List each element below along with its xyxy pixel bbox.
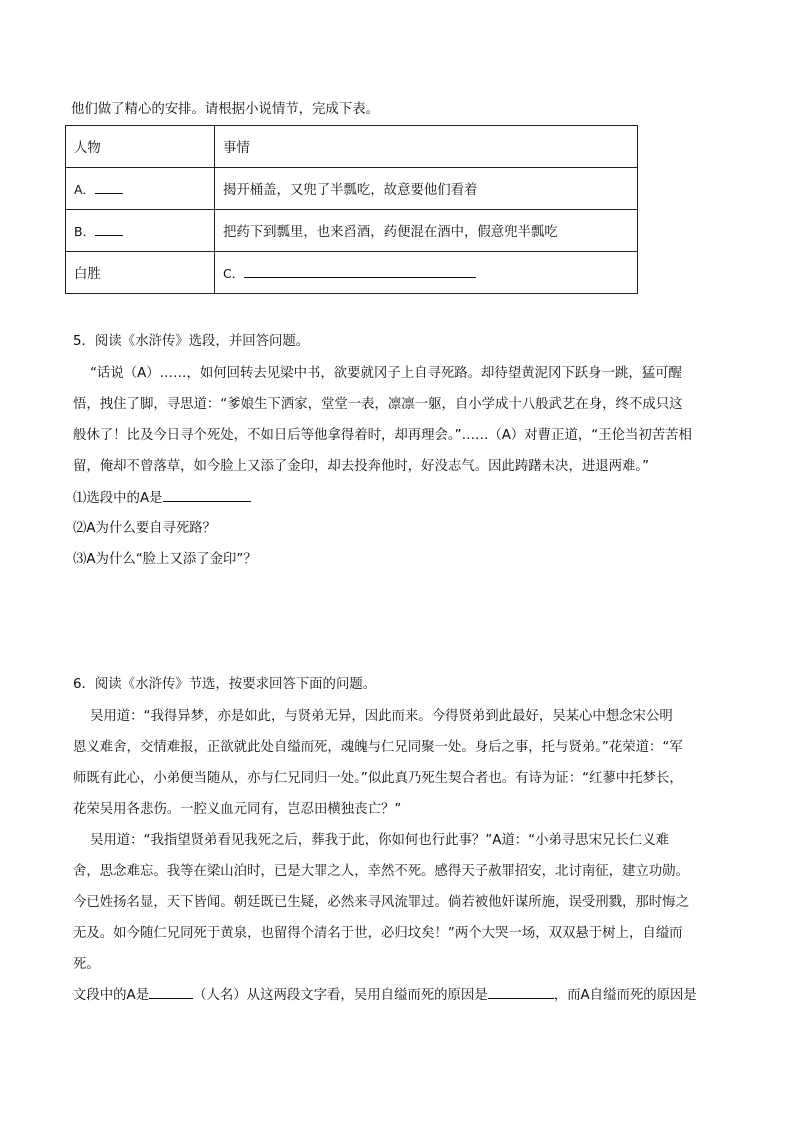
q6-question [73,986,697,1006]
q6-question-c: ，而A自缢而死的原因是 [553,988,697,1003]
row-b-event: 把药下到瓢里，也来舀酒，药便混在酒中，假意兜半瓢吃 [215,210,638,252]
row-label-cell [66,168,215,210]
q5-sub1-text: ⑴选段中的A是 [73,491,163,506]
q6-para1-line: 恩义难舍，交情难报，正欲就此处自缢而死，魂魄与仁兄同聚一处。身后之事，托与贤弟。”花荣道：“军 [73,740,683,755]
header-event: 事情 [215,126,638,168]
q6-para2-line: 死。 [73,957,100,972]
q6-para1-line: 师既有此心，小弟便当随从，亦与仁兄同归一处。”似此真乃死生契合者也。有诗为证：“红蓼中托梦长， [73,771,683,786]
answer-blank-c[interactable] [244,265,476,278]
q5-passage-line: 般休了！比及今日寻个死处，不如日后等他拿得着时，却再理会。”……（A）对曹正道，“王伦当初苦苦相 [73,428,692,443]
row-a-label: A． [74,181,96,197]
table-row [66,252,638,294]
character-table [65,125,638,294]
q5-passage-line: 悟，拽住了脚，寻思道：“爹娘生下洒家，堂堂一表，凛凛一躯，自小学成十八般武艺在身，终不成只这 [73,397,683,412]
q6-para1-line: 吴用道：“我得异梦，亦是如此，与贤弟无异，因此而来。今得贤弟到此最好，吴某心中想念宋公明 [90,709,673,724]
q6-para2-line: 吴用道：“我指望贤弟看见我死之后，葬我于此，你如何也行此事？”A道：“小弟寻思宋兄长仁义难 [90,833,669,848]
q6-para1-line: 花荣吴用各悲伤。一腔义血元同有，岂忍田横独丧亡？” [73,802,402,817]
answer-blank-q6-wu[interactable] [488,986,554,999]
q5-title: 5．阅读《水浒传》选段，并回答问题。 [73,334,310,349]
header-character: 人物 [66,126,215,168]
q5-sub3: ⑶A为什么“脸上又添了金印”？ [73,552,257,567]
row-label-cell [66,210,215,252]
row-a-event: 揭开桶盖，又兜了半瓢吃，故意要他们看着 [215,168,638,210]
q6-para2-line: 今已姓扬名显，天下皆闻。朝廷既已生疑，必然来寻风流罪过。倘若被他奸谋所施，误受刑戮，那时悔之 [73,895,689,910]
table-row [66,168,638,210]
row-c-label: 白胜 [66,252,215,294]
q5-passage-line: 留，俺却不曾落草，如今脸上又添了金印，却去投奔他时，好没志气。因此踌躇未决，进退两难。” [73,459,650,474]
q6-title: 6．阅读《水浒传》节选，按要求回答下面的问题。 [73,677,377,692]
row-c-prefix: C． [223,265,245,281]
answer-blank-q5[interactable] [163,489,251,502]
q5-passage-line: “话说（A）……，如何回转去见梁中书，欲要就冈子上自寻死路。却待望黄泥冈下跃身一跳，猛可醒 [90,366,682,381]
q6-para2-line: 舍，思念难忘。我等在梁山泊时，已是大罪之人，幸然不死。感得天子赦罪招安，北讨南征，建立功勋。 [73,864,689,879]
table-header-row [66,126,638,168]
q6-question-b: （人名）从这两段文字看，吴用自缢而死的原因是 [193,988,488,1003]
intro-line: 他们做了精心的安排。请根据小说情节，完成下表。 [71,102,379,117]
answer-blank-q6-name[interactable] [149,986,193,999]
answer-blank-a[interactable] [95,181,123,194]
q6-para2-line: 无及。如今随仁兄同死于黄泉，也留得个清名于世，必归坟矣！”两个大哭一场，双双悬于树上，自缢而 [73,926,683,941]
answer-blank-b[interactable] [95,223,123,236]
q6-question-a: 文段中的A是 [73,988,150,1003]
table-row [66,210,638,252]
q5-sub1 [73,489,251,509]
row-c-cell [215,252,638,294]
row-b-label: B． [74,223,96,239]
q5-sub2: ⑵A为什么要自寻死路？ [73,521,217,536]
